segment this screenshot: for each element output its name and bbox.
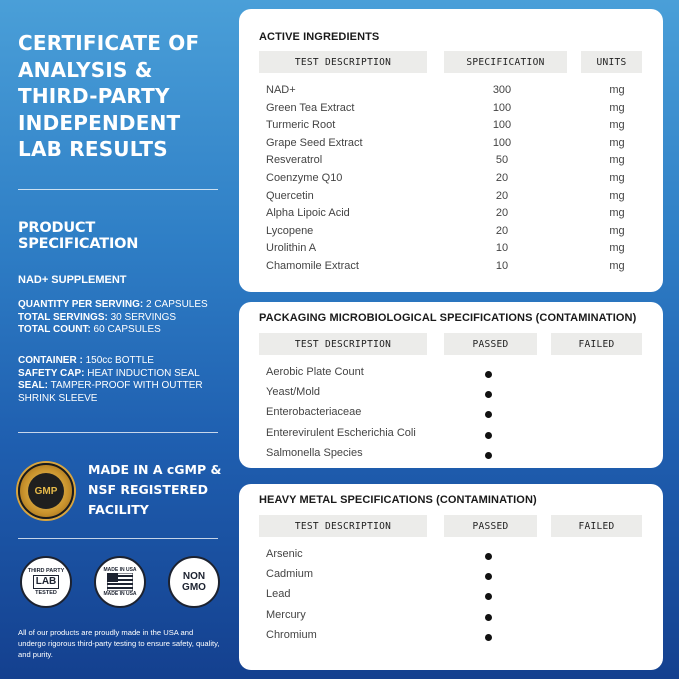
header-units: UNITS bbox=[581, 51, 642, 73]
ingredient-name: Grape Seed Extract bbox=[266, 136, 363, 149]
ingredient-spec: 100 bbox=[492, 101, 512, 114]
disclaimer-text: All of our products are proudly made in the USA and undergo rigorous third-party testing to ensure safety, quality, and purity. bbox=[18, 628, 220, 659]
header-failed: FAILED bbox=[551, 515, 642, 537]
ingredient-spec: 20 bbox=[495, 224, 509, 237]
passed-dot-icon bbox=[485, 411, 492, 418]
seal-value: TAMPER-PROOF WITH OUTTER SHRINK SLEEVE bbox=[18, 380, 203, 404]
left-panel bbox=[0, 0, 232, 679]
ingredient-name: Urolithin A bbox=[266, 242, 317, 255]
serving-info bbox=[18, 299, 223, 337]
made-in-usa-icon bbox=[94, 556, 146, 608]
count-label: TOTAL COUNT: bbox=[18, 324, 91, 335]
passed-dot-icon bbox=[485, 553, 492, 560]
header-passed: PASSED bbox=[444, 515, 537, 537]
header-specification: SPECIFICATION bbox=[444, 51, 567, 73]
ingredient-unit: mg bbox=[609, 154, 625, 167]
test-name: Enterobacteriaceae bbox=[266, 406, 362, 419]
cap-label: SAFETY CAP: bbox=[18, 367, 85, 379]
divider bbox=[18, 432, 218, 433]
test-name: Enterevirulent Escherichia Coli bbox=[266, 426, 416, 439]
heavy-metal-card bbox=[239, 484, 663, 670]
card-title: HEAVY METAL SPECIFICATIONS (CONTAMINATION) bbox=[259, 494, 537, 506]
lab-badge-sub: TESTED bbox=[35, 590, 57, 596]
ingredient-unit: mg bbox=[609, 101, 625, 114]
qty-value: 2 CAPSULES bbox=[143, 299, 208, 310]
lab-badge-top: THIRD PARTY bbox=[27, 568, 65, 574]
nongmo-badge-bottom: GMO bbox=[182, 582, 206, 593]
ingredient-spec: 20 bbox=[495, 189, 509, 202]
ingredient-name: Turmeric Root bbox=[266, 119, 336, 132]
passed-dot-icon bbox=[485, 371, 492, 378]
divider bbox=[18, 538, 218, 539]
ingredient-unit: mg bbox=[609, 242, 625, 255]
header-test-description: TEST DESCRIPTION bbox=[259, 333, 427, 355]
header-test-description: TEST DESCRIPTION bbox=[259, 515, 427, 537]
ingredient-name: Chamomile Extract bbox=[266, 260, 359, 272]
header-passed: PASSED bbox=[444, 333, 537, 355]
passed-dot-icon bbox=[485, 452, 492, 459]
test-name: Salmonella Species bbox=[266, 446, 363, 459]
ingredient-name: Coenzyme Q10 bbox=[266, 172, 343, 184]
ingredient-name: Green Tea Extract bbox=[266, 101, 355, 114]
gmp-certified-icon bbox=[18, 463, 74, 519]
active-ingredients-card bbox=[239, 9, 663, 292]
qty-label: QUANTITY PER SERVING: bbox=[18, 299, 144, 310]
lab-badge-main: LAB bbox=[33, 575, 60, 589]
servings-value: 30 SERVINGS bbox=[107, 311, 177, 323]
ingredient-spec: 20 bbox=[495, 172, 509, 184]
test-name: Aerobic Plate Count bbox=[266, 366, 364, 378]
gmp-badge-text: GMP bbox=[28, 473, 64, 509]
card-title: ACTIVE INGREDIENTS bbox=[259, 31, 380, 43]
seal-label: SEAL: bbox=[18, 380, 48, 391]
microbiological-card bbox=[239, 302, 663, 468]
ingredient-unit: mg bbox=[609, 136, 625, 149]
header-test-description: TEST DESCRIPTION bbox=[259, 51, 427, 73]
ingredient-spec: 50 bbox=[495, 154, 509, 167]
header-failed: FAILED bbox=[551, 333, 642, 355]
usa-badge-bottom: MADE IN USA bbox=[103, 591, 137, 597]
packaging-info bbox=[18, 355, 223, 405]
made-in-facility-text: MADE IN A cGMP & NSF REGISTERED FACILITY bbox=[88, 462, 222, 517]
ingredient-unit: mg bbox=[609, 84, 625, 96]
ingredient-unit: mg bbox=[609, 224, 625, 237]
passed-dot-icon bbox=[485, 593, 492, 600]
servings-label: TOTAL SERVINGS: bbox=[18, 311, 108, 323]
page-title: CERTIFICATE OF ANALYSIS & THIRD-PARTY INDEPENDENT LAB RESULTS bbox=[18, 31, 200, 161]
passed-dot-icon bbox=[485, 432, 492, 439]
ingredient-unit: mg bbox=[609, 207, 625, 220]
us-flag-icon bbox=[107, 573, 133, 591]
count-value: 60 CAPSULES bbox=[90, 324, 161, 335]
ingredient-spec: 100 bbox=[492, 119, 512, 132]
ingredient-name: NAD+ bbox=[266, 84, 296, 96]
test-name: Mercury bbox=[266, 608, 306, 621]
passed-dot-icon bbox=[485, 614, 492, 621]
supplement-name: NAD+ SUPPLEMENT bbox=[18, 274, 127, 286]
ingredient-unit: mg bbox=[609, 172, 625, 184]
ingredient-name: Resveratrol bbox=[266, 154, 323, 167]
test-name: Lead bbox=[266, 588, 291, 601]
non-gmo-icon bbox=[168, 556, 220, 608]
nongmo-badge-top: NON bbox=[182, 571, 206, 582]
test-name: Yeast/Mold bbox=[266, 386, 321, 399]
usa-badge-top: MADE IN USA bbox=[103, 567, 137, 573]
card-title: PACKAGING MICROBIOLOGICAL SPECIFICATIONS (CONTAMINATION) bbox=[259, 312, 637, 324]
passed-dot-icon bbox=[485, 573, 492, 580]
ingredient-spec: 10 bbox=[495, 260, 509, 272]
ingredient-spec: 100 bbox=[492, 136, 512, 149]
ingredient-unit: mg bbox=[609, 119, 625, 132]
divider bbox=[18, 189, 218, 190]
test-name: Chromium bbox=[266, 628, 317, 641]
ingredient-spec: 20 bbox=[495, 207, 509, 220]
ingredient-name: Quercetin bbox=[266, 189, 314, 202]
ingredient-unit: mg bbox=[609, 189, 625, 202]
ingredient-unit: mg bbox=[609, 260, 625, 272]
product-spec-title: PRODUCT SPECIFICATION bbox=[18, 220, 139, 252]
container-value: 150cc BOTTLE bbox=[82, 355, 154, 366]
ingredient-spec: 10 bbox=[495, 242, 509, 255]
passed-dot-icon bbox=[485, 391, 492, 398]
test-name: Arsenic bbox=[266, 548, 303, 560]
cap-value: HEAT INDUCTION SEAL bbox=[84, 367, 200, 379]
ingredient-spec: 300 bbox=[492, 84, 512, 96]
container-label: CONTAINER : bbox=[18, 355, 83, 366]
test-name: Cadmium bbox=[266, 568, 314, 581]
passed-dot-icon bbox=[485, 634, 492, 641]
ingredient-name: Lycopene bbox=[266, 224, 314, 237]
ingredient-name: Alpha Lipoic Acid bbox=[266, 207, 350, 220]
lab-tested-icon bbox=[20, 556, 72, 608]
